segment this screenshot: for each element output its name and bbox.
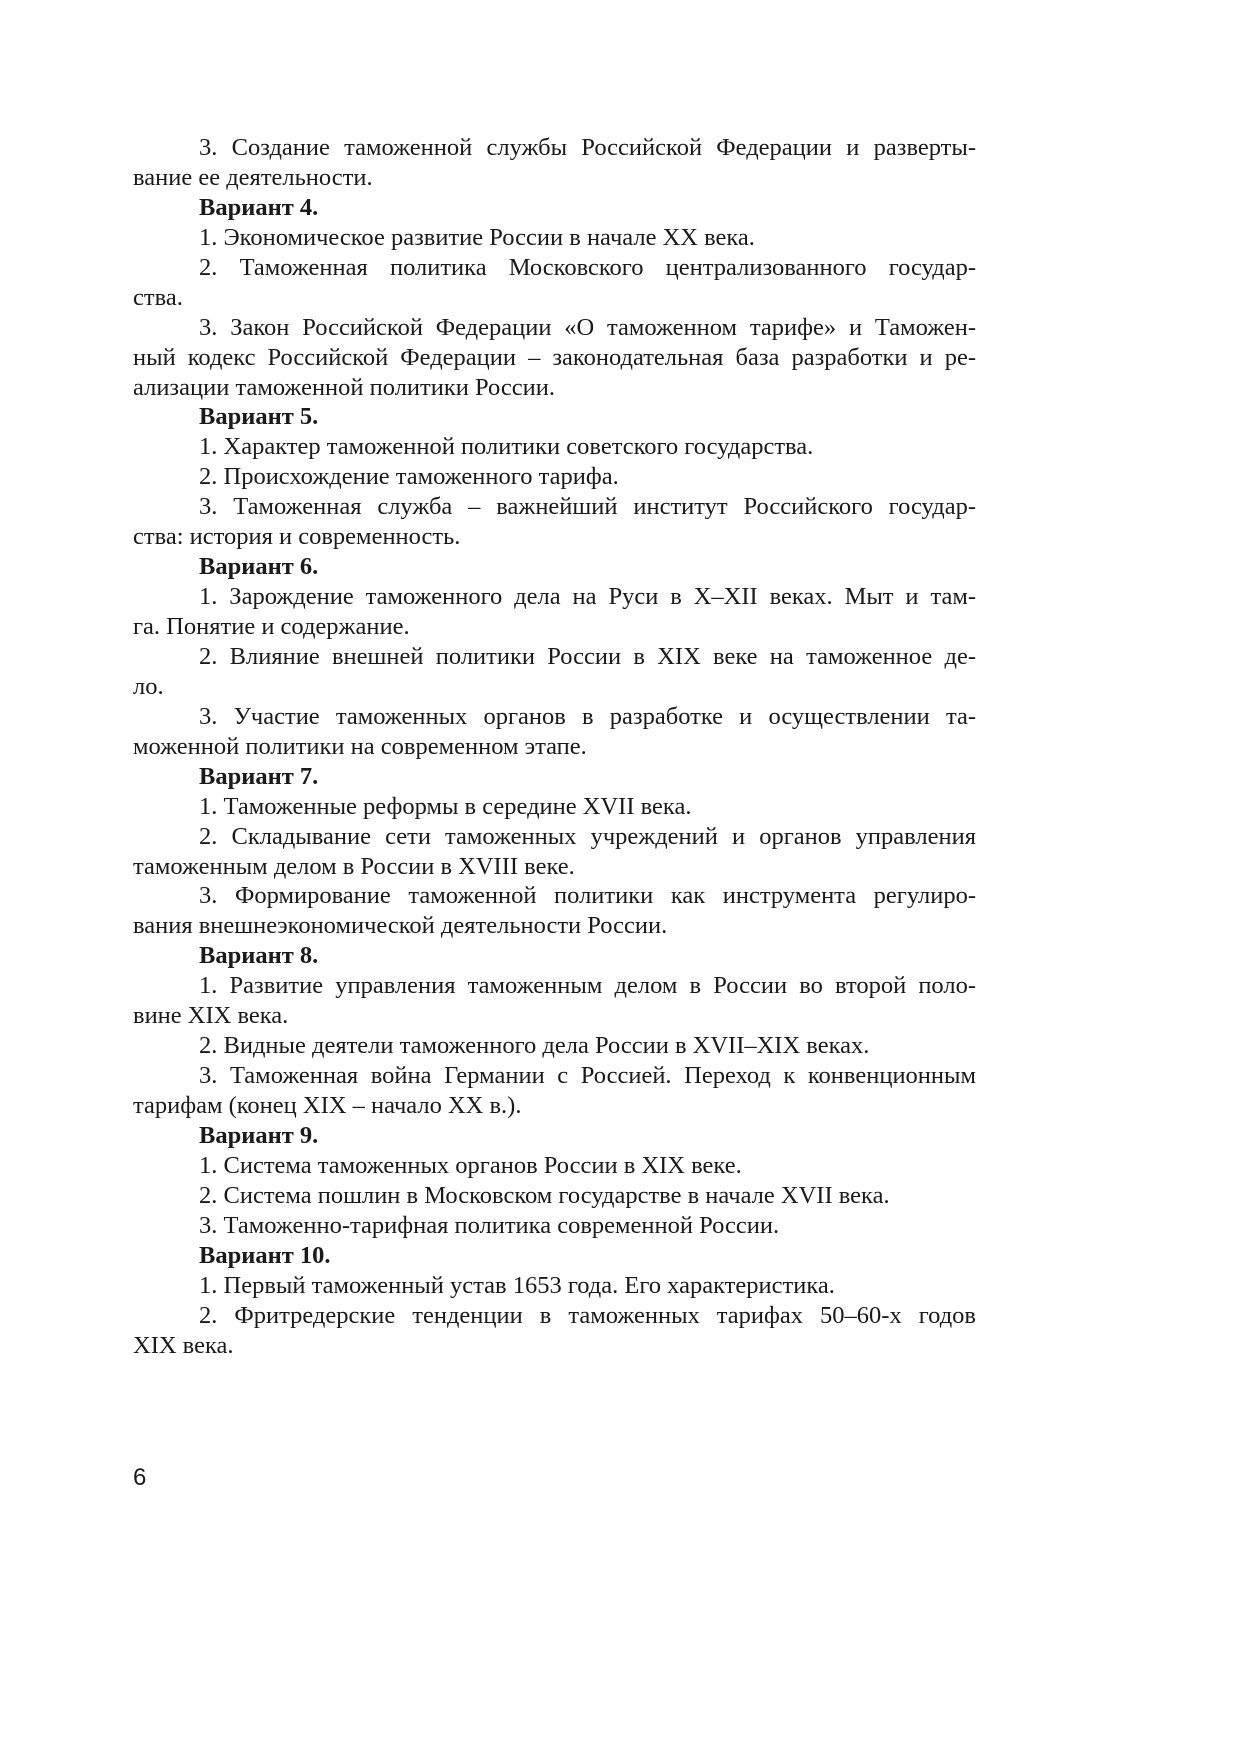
paragraph: [133, 881, 976, 941]
variant-heading: Вариант 10.: [199, 1241, 331, 1269]
text-line: моженной политики на современном этапе.: [133, 732, 587, 760]
paragraph: [133, 971, 976, 1031]
paragraph: [133, 492, 976, 552]
text-line: 1. Экономическое развитие России в начале XX века.: [199, 223, 755, 251]
variant-heading: Вариант 8.: [199, 942, 319, 970]
page-body: [133, 133, 976, 1360]
text-line: ства.: [133, 283, 183, 311]
text-line: га. Понятие и содержание.: [133, 613, 410, 640]
text-line: 3. Участие таможенных органов в разработке и осуществлении та-: [199, 702, 976, 730]
text-line: вания внешнеэкономической деятельности России.: [133, 912, 668, 940]
text-line: 3. Закон Российской Федерации «О таможенном тарифе» и Таможен-: [199, 313, 976, 341]
variant-heading: Вариант 9.: [199, 1121, 319, 1149]
text-line: 2. Видные деятели таможенного дела России в XVII–XIX веках.: [199, 1032, 870, 1060]
page-number: 6: [133, 1464, 147, 1491]
text-line: 1. Зарождение таможенного дела на Руси в X–XII веках. Мыт и там-: [199, 583, 976, 611]
paragraph: [133, 1181, 976, 1211]
paragraph: [133, 253, 976, 313]
text-line: 3. Формирование таможенной политики как инструмента регулиро-: [199, 882, 976, 910]
text-line: 1. Первый таможенный устав 1653 года. Его характеристика.: [199, 1271, 835, 1299]
paragraph: [133, 462, 976, 492]
paragraph: [133, 792, 976, 822]
text-line: тарифам (конец XIX – начало XX в.).: [133, 1092, 522, 1119]
paragraph: [133, 1211, 976, 1241]
paragraph: [133, 822, 976, 882]
paragraph: [133, 1151, 976, 1181]
text-line: ный кодекс Российской Федерации – законодательная база разработки и ре-: [133, 343, 976, 371]
paragraph: [133, 223, 976, 253]
paragraph: [133, 133, 976, 193]
variant-heading: Вариант 6.: [199, 553, 319, 581]
text-line: 1. Таможенные реформы в середине XVII века.: [199, 792, 692, 820]
paragraph: [133, 1271, 976, 1301]
text-line: 2. Фритредерские тенденции в таможенных тарифах 50–60-х годов: [199, 1301, 976, 1329]
paragraph: [133, 432, 976, 462]
paragraph: [133, 582, 976, 642]
text-line: 2. Система пошлин в Московском государстве в начале XVII века.: [199, 1181, 890, 1209]
paragraph: [133, 1031, 976, 1061]
text-line: XIX века.: [133, 1331, 234, 1359]
text-line: 1. Система таможенных органов России в XIX веке.: [199, 1151, 742, 1179]
text-line: ализации таможенной политики России.: [133, 373, 555, 401]
paragraph: [133, 1301, 976, 1361]
text-line: 3. Таможенная служба – важнейший институт Российского государ-: [199, 493, 976, 521]
text-line: ло.: [133, 672, 164, 700]
text-line: 3. Таможенная война Германии с Россией. Переход к конвенционным: [199, 1062, 976, 1090]
text-line: 2. Происхождение таможенного тарифа.: [199, 463, 619, 491]
paragraph: [133, 313, 976, 403]
text-line: таможенным делом в России в XVIII веке.: [133, 852, 575, 880]
text-line: 2. Влияние внешней политики России в XIX веке на таможенное де-: [199, 642, 976, 670]
text-line: 2. Складывание сети таможенных учреждений и органов управления: [199, 822, 976, 850]
variant-heading: Вариант 5.: [199, 403, 319, 431]
variant-heading: Вариант 4.: [199, 193, 319, 221]
text-line: вине XIX века.: [133, 1002, 289, 1030]
text-line: вание ее деятельности.: [133, 163, 373, 191]
text-line: 3. Таможенно-тарифная политика современной России.: [199, 1211, 780, 1239]
variant-heading: Вариант 7.: [199, 762, 319, 790]
text-line: ства: история и современность.: [133, 523, 461, 551]
text-line: 3. Создание таможенной службы Российской Федерации и разверты-: [199, 134, 976, 161]
text-line: 1. Развитие управления таможенным делом в России во второй поло-: [199, 972, 976, 1000]
text-line: 1. Характер таможенной политики советского государства.: [199, 433, 814, 461]
paragraph: [133, 642, 976, 702]
text-line: 2. Таможенная политика Московского централизованного государ-: [199, 253, 976, 281]
paragraph: [133, 1061, 976, 1121]
paragraph: [133, 702, 976, 762]
